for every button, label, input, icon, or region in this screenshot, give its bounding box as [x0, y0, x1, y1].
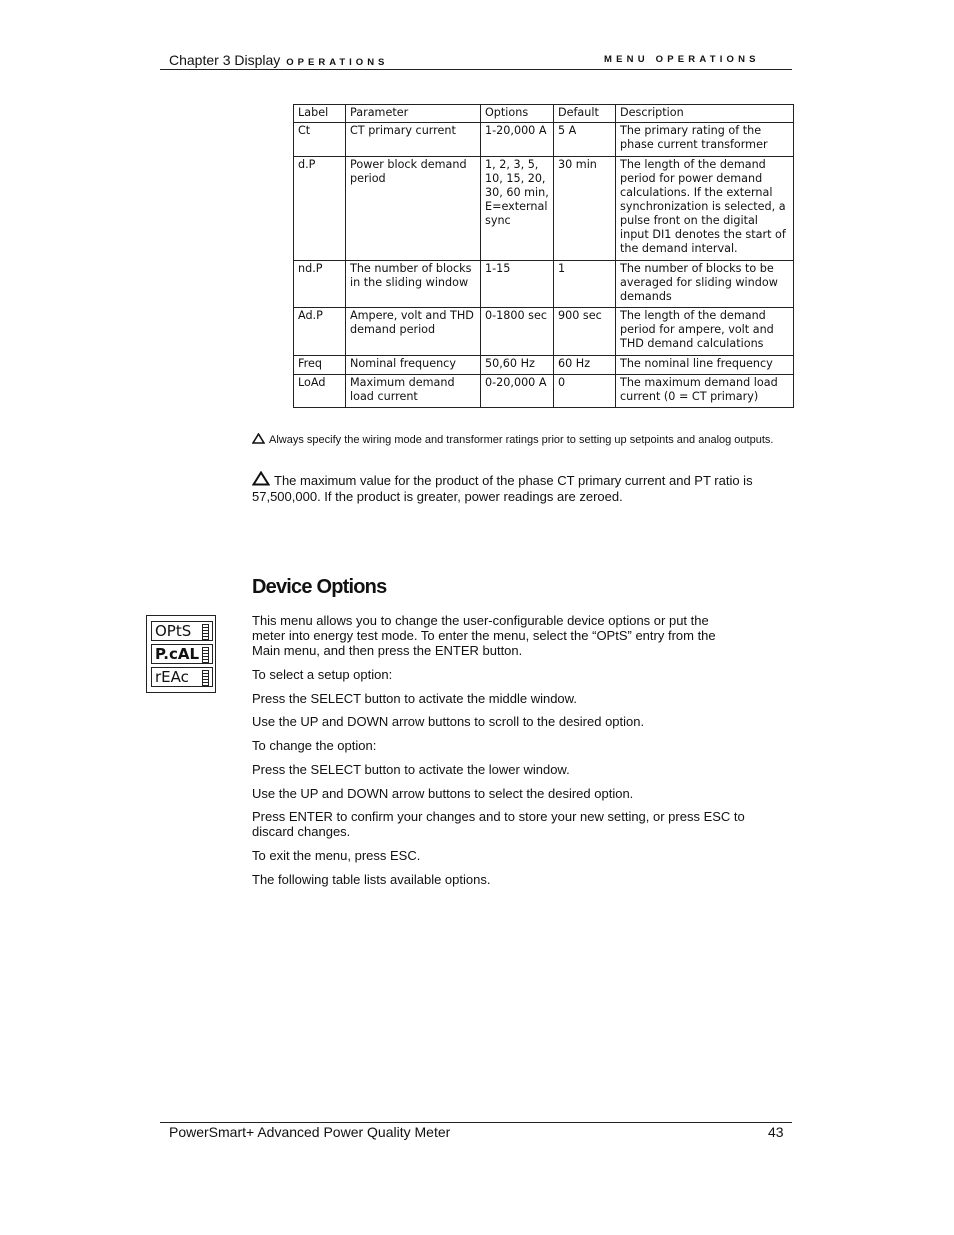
table-row: [294, 157, 794, 261]
body-paragraph: To exit the menu, press ESC.: [252, 848, 421, 863]
header-right: MENU OPERATIONS: [604, 54, 760, 65]
cell-parameter: Maximum demand load current: [346, 375, 481, 408]
display-row-top-text: OPtS: [155, 622, 192, 640]
table-row: [294, 375, 794, 408]
cell-label: Freq: [294, 356, 346, 375]
col-header-options: Options: [481, 105, 554, 123]
cell-label: nd.P: [294, 261, 346, 308]
body-paragraph: Press the SELECT button to activate the middle window.: [252, 691, 577, 706]
cell-default: 0: [554, 375, 616, 408]
body-paragraph-intro: This menu allows you to change the user-configurable device options or put the meter into energy test mode. To enter the menu, select the “OPtS” entry from the Main menu, and then press the ENTER button.: [252, 613, 716, 658]
cell-parameter: The number of blocks in the sliding window: [346, 261, 481, 308]
col-header-label: Label: [294, 105, 346, 123]
cell-options: 0-1800 sec: [481, 308, 554, 356]
display-row-middle: [151, 644, 213, 664]
body-paragraph: Press the SELECT button to activate the lower window.: [252, 762, 570, 777]
cell-parameter: Ampere, volt and THD demand period: [346, 308, 481, 356]
table-row: [294, 123, 794, 157]
display-bar-icon: [202, 647, 209, 663]
cell-description: The number of blocks to be averaged for sliding window demands: [616, 261, 794, 308]
header-chapter: [169, 52, 388, 68]
footer-title: PowerSmart+ Advanced Power Quality Meter: [169, 1124, 451, 1140]
cell-description: The length of the demand period for ampere, volt and THD demand calculations: [616, 308, 794, 356]
note-wiring-text: Always specify the wiring mode and transformer ratings prior to setting up setpoints and analog outputs.: [269, 434, 774, 446]
col-header-parameter: Parameter: [346, 105, 481, 123]
cell-options: 50,60 Hz: [481, 356, 554, 375]
cell-description: The nominal line frequency: [616, 356, 794, 375]
cell-options: 1, 2, 3, 5, 10, 15, 20, 30, 60 min, E=external sync: [481, 157, 554, 261]
body-paragraph: To select a setup option:: [252, 667, 393, 682]
cell-options: 1-20,000 A: [481, 123, 554, 157]
body-paragraph: To change the option:: [252, 738, 377, 753]
display-bar-icon: [202, 670, 209, 686]
cell-description: The primary rating of the phase current transformer: [616, 123, 794, 157]
cell-default: 60 Hz: [554, 356, 616, 375]
note-ct-pt: [252, 471, 792, 505]
header-chapter-text: Chapter 3 Display: [169, 52, 281, 68]
device-display: [146, 615, 216, 693]
cell-options: 0-20,000 A: [481, 375, 554, 408]
note-wiring: [252, 433, 792, 447]
cell-default: 5 A: [554, 123, 616, 157]
display-row-bottom: [151, 667, 213, 687]
cell-description: The maximum demand load current (0 = CT primary): [616, 375, 794, 408]
table-row: [294, 356, 794, 375]
warning-triangle-icon: [252, 471, 270, 486]
display-row-middle-text: P.cAL: [155, 645, 199, 663]
cell-label: Ct: [294, 123, 346, 157]
header-section: OPERATIONS: [286, 57, 389, 68]
page-number: 43: [768, 1124, 784, 1140]
body-paragraph: Press ENTER to confirm your changes and to store your new setting, or press ESC to discard changes.: [252, 809, 745, 839]
options-table: [293, 104, 794, 408]
body-paragraph: Use the UP and DOWN arrow buttons to scroll to the desired option.: [252, 714, 645, 729]
cell-default: 30 min: [554, 157, 616, 261]
header-rule: [160, 69, 792, 70]
body-paragraph: The following table lists available options.: [252, 872, 491, 887]
cell-label: Ad.P: [294, 308, 346, 356]
col-header-default: Default: [554, 105, 616, 123]
display-row-top: [151, 621, 213, 641]
cell-default: 900 sec: [554, 308, 616, 356]
note-ct-pt-text: The maximum value for the product of the phase CT primary current and PT ratio is 57,500,000. If the product is greater, power readings are zeroed.: [252, 473, 753, 504]
table-row: [294, 261, 794, 308]
table-row: [294, 308, 794, 356]
cell-parameter: Power block demand period: [346, 157, 481, 261]
cell-parameter: CT primary current: [346, 123, 481, 157]
warning-triangle-icon: [252, 433, 265, 444]
section-title: Device Options: [252, 576, 387, 598]
body-paragraph: Use the UP and DOWN arrow buttons to select the desired option.: [252, 786, 634, 801]
cell-label: d.P: [294, 157, 346, 261]
cell-parameter: Nominal frequency: [346, 356, 481, 375]
footer-rule: [160, 1122, 792, 1123]
table-header-row: [294, 105, 794, 123]
cell-options: 1-15: [481, 261, 554, 308]
cell-description: The length of the demand period for power demand calculations. If the external synchronization is selected, a pulse front on the digital input DI1 denotes the start of the demand interval.: [616, 157, 794, 261]
cell-label: LoAd: [294, 375, 346, 408]
display-bar-icon: [202, 624, 209, 640]
col-header-description: Description: [616, 105, 794, 123]
cell-default: 1: [554, 261, 616, 308]
display-row-bottom-text: rEAc: [155, 668, 189, 686]
